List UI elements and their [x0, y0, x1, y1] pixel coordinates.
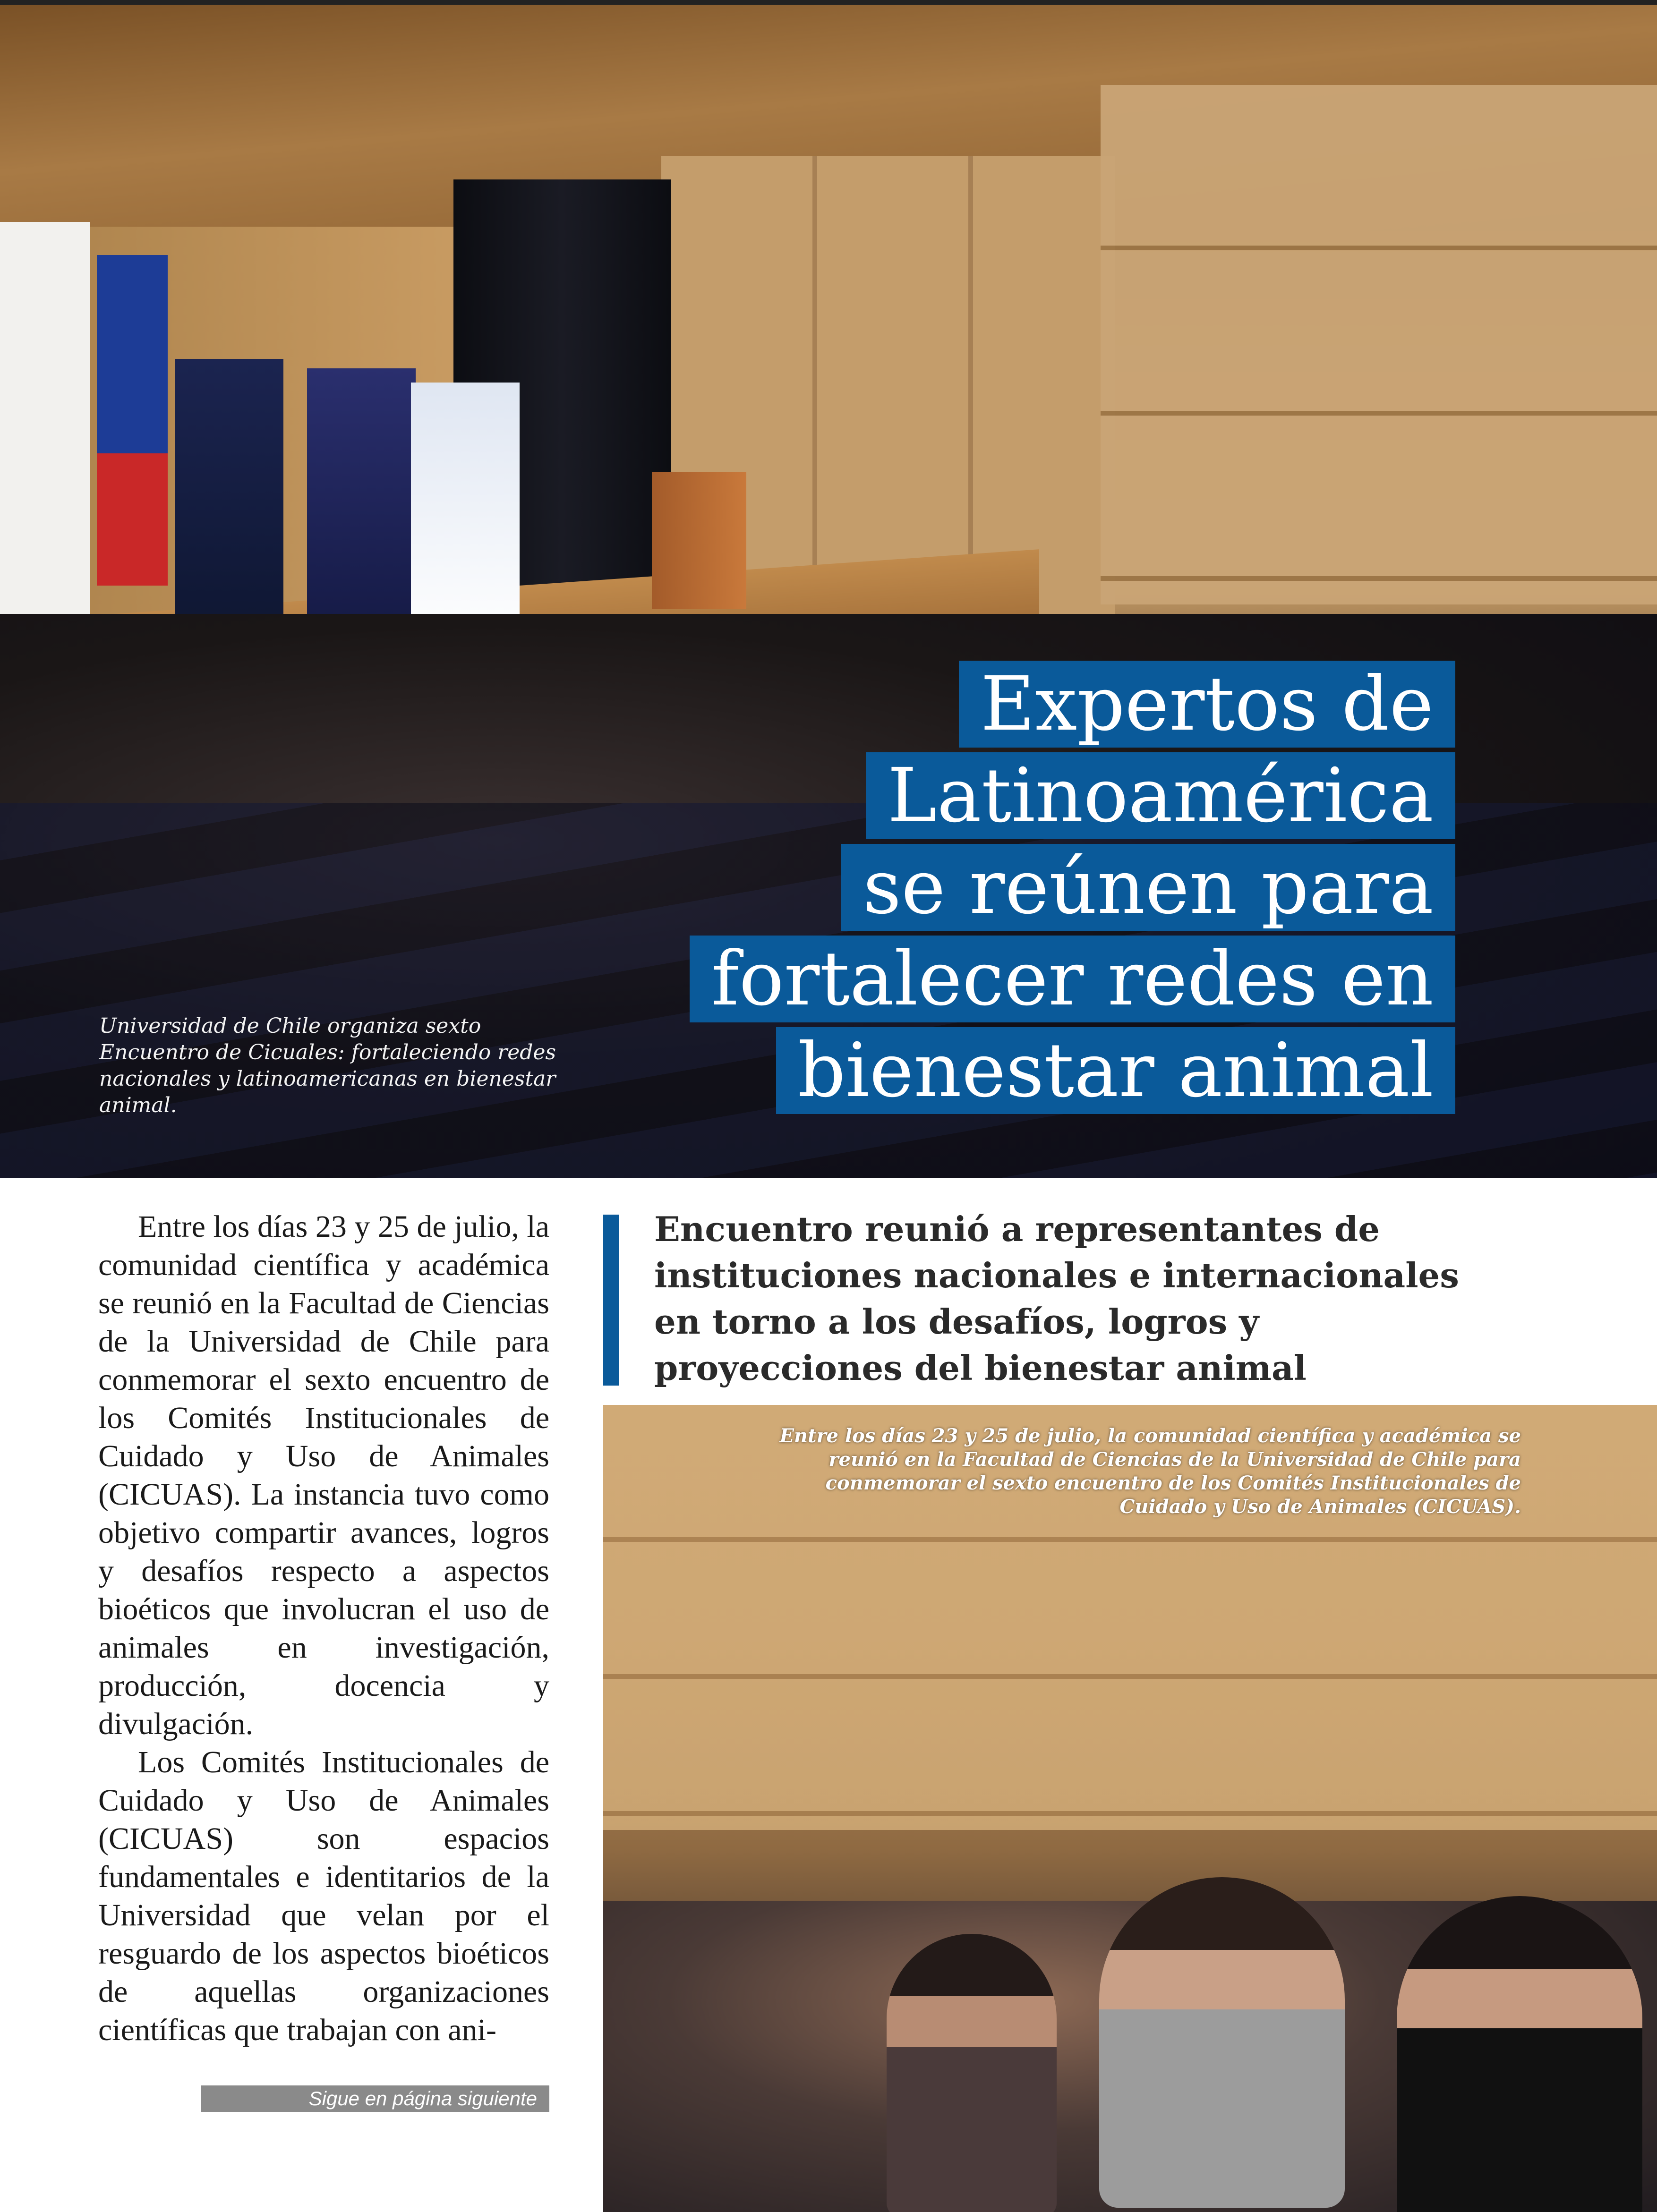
- top-rule: [0, 0, 1657, 5]
- headline-line: fortalecer redes en: [605, 933, 1455, 1025]
- photo-banner: [307, 368, 416, 633]
- photo-banner: [411, 383, 520, 647]
- headline-line: se reúnen para: [605, 842, 1455, 933]
- photo-caption-top: Universidad de Chile organiza sexto Encuentro de Cicuales: fortaleciendo redes nacionales y latinoamericanas en bienestar animal.: [99, 1014, 556, 1117]
- audience-photo: [603, 1405, 1657, 2212]
- photo-podium: [652, 472, 746, 609]
- headline-line: Latinoamérica: [605, 750, 1455, 842]
- photo-person: [1397, 1896, 1642, 2212]
- body-paragraph: Entre los días 23 y 25 de julio, la comunidad científica y académica se reunió en la Facultad de Ciencias de la Universidad de Chile para conmemorar el sexto encuentro de los Comités Institucionales de Cuidado y Uso de Animales (CICUAS). La instancia tuvo como objetivo compartir avances, logros y desafíos respecto a aspectos bioéticos que involucran el uso de animales en investigación, producción, docencia y divulgación.: [98, 1209, 549, 1741]
- continues-next-page-label: Sigue en página siguiente: [201, 2085, 549, 2112]
- photo-caption-bottom: Entre los días 23 y 25 de julio, la comunidad científica y académica se reunió en la Facultad de Ciencias de la Universidad de Chile para conmemorar el sexto encuentro de los Comités Institucionales de Cuidado y Uso de Animales (CICUAS).: [779, 1425, 1521, 1518]
- photo-person: [1099, 1877, 1345, 2208]
- headline-line: Expertos de: [605, 658, 1455, 750]
- photo-banner: [175, 359, 283, 623]
- article-body: [98, 1208, 549, 2049]
- photo-person: [887, 1934, 1057, 2212]
- headline: [605, 658, 1455, 1116]
- subheadline: Encuentro reunió a representantes de instituciones nacionales e internacionales en torno a los desafíos, logros y proyecciones del bienestar animal: [654, 1209, 1459, 1388]
- subheadline-accent-bar: [603, 1215, 619, 1386]
- photo-wall-right: [1101, 85, 1657, 604]
- photo-projection-screen: [0, 222, 90, 628]
- headline-line: bienestar animal: [605, 1025, 1455, 1116]
- photo-flag: [97, 255, 168, 586]
- body-paragraph: Los Comités Institucionales de Cuidado y Uso de Animales (CICUAS) son espacios fundamentales e identitarios de la Universidad que velan por el resguardo de los aspectos bioéticos de aquellas organizaciones científicas que trabajan con ani-: [98, 1745, 549, 2047]
